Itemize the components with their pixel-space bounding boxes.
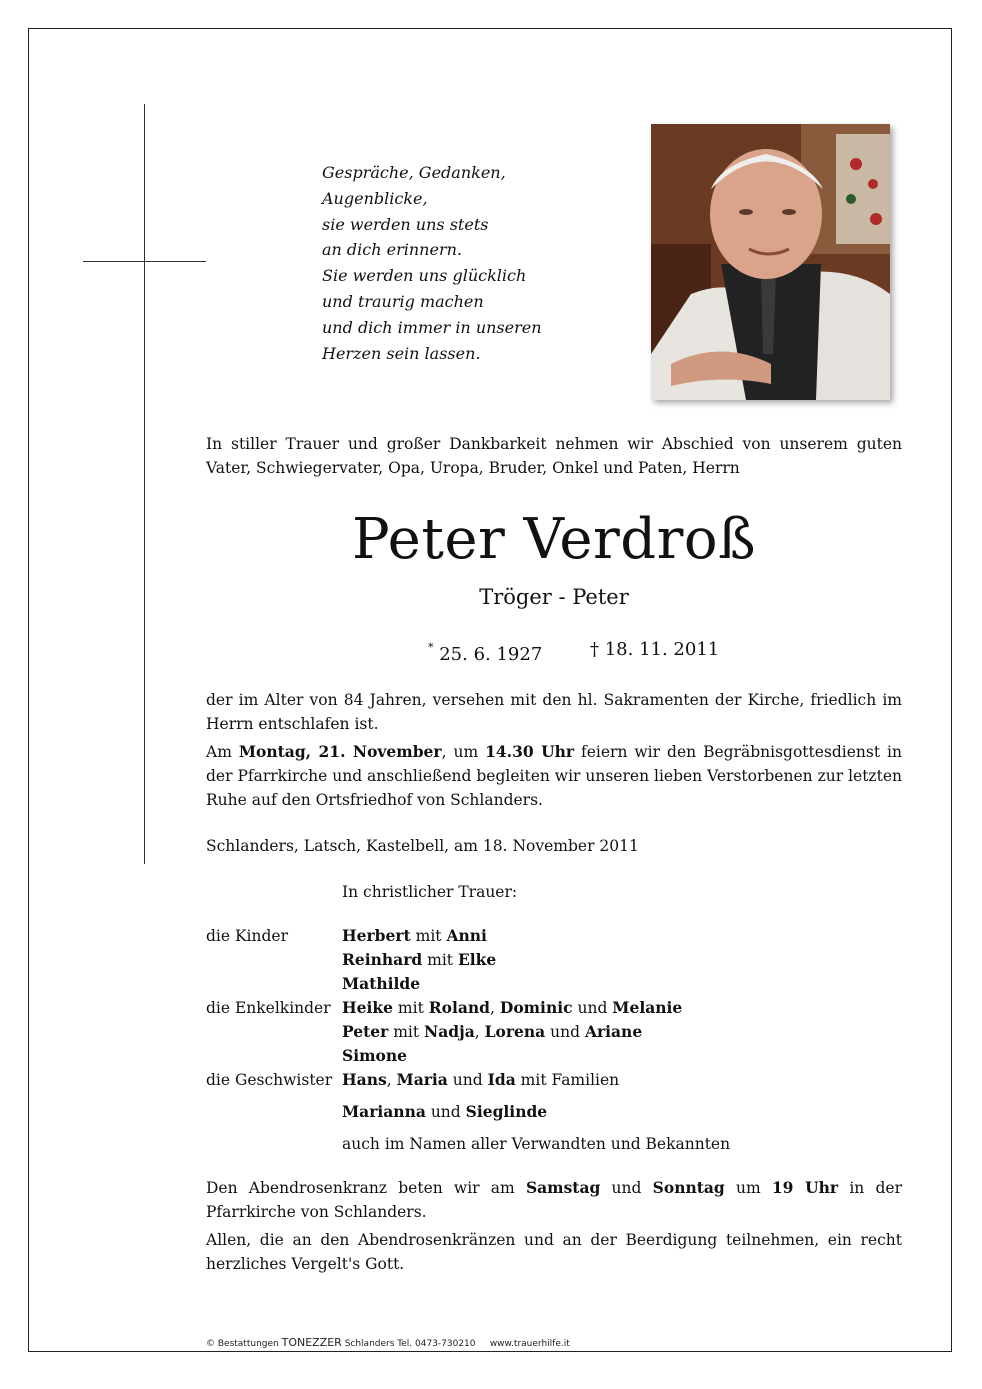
footer: © Bestattungen TONEZZER Schlanders Tel. 0473-730210 www.trauerhilfe.it [206, 1336, 570, 1349]
poem-line: Sie werden uns glücklich [322, 266, 527, 286]
poem-line: sie werden uns stets [322, 214, 489, 234]
funeral-info: Am Montag, 21. November, um 14.30 Uhr feiern wir den Begräbnisgottesdienst in der Pfarrkirche und anschließend begleiten wir unseren lieben Verstorbenen zur letzten Ruhe auf den Ortsfriedhof von Schlanders. [206, 742, 902, 809]
birth-symbol: * [428, 641, 434, 654]
list-item: die Enkelkinder Heike mit Roland, Dominic und Melanie [206, 998, 683, 1017]
list-item: die Kinder Herbert mit Anni [206, 926, 487, 945]
poem-line: und dich immer in unseren [322, 317, 542, 337]
portrait-photo [651, 124, 890, 400]
list-item: die Geschwister Hans, Maria und Ida mit Familien [206, 1070, 620, 1089]
list-item: auch im Namen aller Verwandten und Bekannten [342, 1135, 731, 1153]
poem-line: und traurig machen [322, 291, 484, 311]
cross-icon-vertical [144, 104, 145, 864]
list-item: Peter mit Nadja, Lorena und Ariane [342, 1022, 643, 1041]
birth-date: * 25. 6. 1927 [428, 641, 543, 665]
list-item: Marianna und Sieglinde [342, 1102, 548, 1121]
list-item: Reinhard mit Elke [342, 950, 497, 969]
mourning-heading: In christlicher Trauer: [342, 883, 518, 901]
brand-name: TONEZZER [281, 1336, 342, 1349]
poem-line: an dich erinnern. [322, 240, 462, 260]
place-date: Schlanders, Latsch, Kastelbell, am 18. November 2011 [206, 837, 639, 855]
death-date: † 18. 11. 2011 [590, 639, 720, 660]
rosary-info: Den Abendrosenkranz beten wir am Samstag und Sonntag um 19 Uhr in der Pfarrkirche von Schlanders. [206, 1178, 902, 1221]
list-item: Simone [342, 1046, 407, 1065]
poem-line: Augenblicke, [322, 188, 428, 208]
thanks-text: Allen, die an den Abendrosenkränzen und an der Beerdigung teilnehmen, ein recht herzliches Vergelt's Gott. [206, 1231, 902, 1273]
poem-line: Herzen sein lassen. [322, 343, 481, 363]
intro-text: In stiller Trauer und großer Dankbarkeit nehmen wir Abschied von unserem guten Vater, Schwiegervater, Opa, Uropa, Bruder, Onkel und Paten, Herrn [206, 435, 902, 477]
poem-line: Gespräche, Gedanken, [322, 163, 506, 182]
deceased-name: Peter Verdroß [352, 507, 756, 572]
poem [322, 160, 542, 366]
list-item: Mathilde [342, 974, 421, 993]
nickname: Tröger - Peter [479, 585, 629, 609]
cross-icon-horizontal [83, 261, 206, 262]
death-notice-text: der im Alter von 84 Jahren, versehen mit den hl. Sakramenten der Kirche, friedlich im Herrn entschlafen ist. [206, 691, 902, 733]
family-list [206, 924, 906, 1156]
